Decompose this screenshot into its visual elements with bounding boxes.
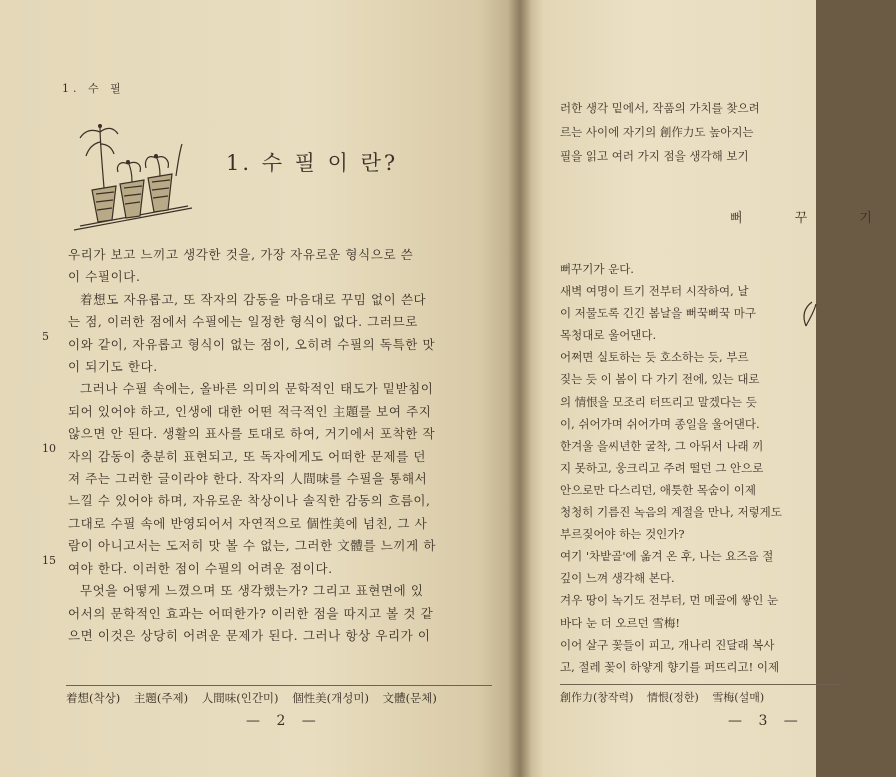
text-line: 르는 사이에 자기의 創作力도 높아지는 [560,125,754,139]
text-line: 뻐꾸기가 운다. [560,262,634,276]
text-line: 목청대로 울어댄다. [560,328,657,343]
glossary-term: 人間味(인간미) [201,691,279,705]
text-line: 되어 있어야 하고, 인생에 대한 어떤 적극적인 主題를 보여 주지 [68,403,432,419]
essay-title: 뻐 꾸 기 [730,211,896,226]
text-line: 부르짖어야 하는 것인가? [560,527,685,542]
text-line: 이 저물도록 긴긴 봄날을 뻐꾹뻐꾹 마구 [560,306,757,321]
glossary-term: 情恨(정한) [646,691,699,704]
text-line: 이와 같이, 자유롭고 형식이 없는 점이, 오히려 수필의 독특한 맛 [68,336,436,352]
right-page-top-text [560,96,840,168]
glossary-term: 雪梅(설매) [712,691,765,704]
line-number: 10 [42,442,56,455]
line-number: 15 [42,554,56,567]
book-spine-shadow [508,0,532,777]
running-head: 1. 수 필 [62,82,125,95]
page-number: — 3 — [728,713,804,729]
text-line: 한겨울 을씨년한 굴착, 그 아뒤서 나래 끼 [560,438,764,453]
text-line: 무엇을 어떻게 느꼈으며 또 생각했는가? 그리고 표현면에 있 [80,583,424,599]
text-line: 는 점, 이러한 점에서 수필에는 일정한 형식이 없다. 그러므로 [68,314,418,330]
text-line: 깊이 느껴 생각해 본다. [560,571,675,586]
text-line: 이 수필이다. [68,269,141,285]
text-line: 람이 아니고서는 도저히 맛 볼 수 없는, 그러한 文體를 느끼게 하 [68,538,437,554]
glossary-term: 着想(착상) [66,691,121,705]
text-line: 여기 '차밭골'에 옮겨 온 후, 나는 요즈음 절 [560,549,774,564]
text-line: 의 情恨을 모조리 터뜨리고 말겠다는 듯 [560,394,757,409]
page-number: — 2 — [246,713,322,729]
text-line: 着想도 자유롭고, 또 작자의 감동을 마음대로 꾸밈 없이 쓴다 [80,291,427,307]
text-line: 겨우 땅이 녹기도 전부터, 먼 메골에 쌓인 눈 [560,593,779,608]
text-line: 으면 이것은 상당히 어려운 문제가 된다. 그러나 항상 우리가 이 [68,627,431,643]
potted-plants-illustration [70,122,196,232]
text-line: 지 못하고, 웅크리고 주려 떨던 그 안으로 [560,460,764,475]
text-line: 자의 감동이 충분히 표현되고, 또 독자에게도 어떠한 문제를 던 [68,448,427,464]
text-line: 느낄 수 있어야 하며, 자유로운 착상이나 솔직한 감동의 흐름이, [68,493,431,509]
glossary-footnote [66,685,492,706]
glossary-term: 個性美(개성미) [292,691,369,705]
text-line: 그러나 수필 속에는, 올바른 의미의 문학적인 태도가 밑받침이 [80,381,434,397]
text-line: 져 주는 그러한 글이라야 한다. 작자의 人間味를 수필을 통해서 [68,471,428,487]
text-line: 이어 살구 꽃들이 피고, 개나리 진달래 복사 [560,637,775,652]
text-line: 청청히 기름진 녹음의 계절을 만나, 저렇게도 [560,505,782,520]
text-line: 고, 절레 꽃이 하얗게 향기를 퍼뜨리고! 이제 [560,659,780,674]
text-line: 이, 쉬어가며 쉬어가며 종일을 울어댄다. [560,416,760,431]
glossary-footnote [560,684,840,705]
text-line: 짖는 듯 이 봄이 다 가기 전에, 있는 대로 [560,372,760,387]
text-line: 안으로만 다스리던, 애틋한 목숨이 이제 [560,482,757,497]
line-number: 5 [42,330,49,343]
glossary-term: 主題(주제) [133,691,189,705]
text-line: 여야 한다. 이러한 점이 수필의 어려운 점이다. [68,560,333,576]
text-line: 필을 읽고 여러 가지 점을 생각해 보기 [560,149,749,163]
text-line: 않으면 안 된다. 생활의 표사를 토대로 하여, 거기에서 포착한 작 [68,426,436,442]
right-page [520,0,896,777]
glossary-term: 創作力(창작력) [560,691,634,704]
text-line: 어서의 문학적인 효과는 어떠한가? 이러한 점을 따지고 볼 것 같 [68,605,434,621]
text-line: 우리가 보고 느끼고 생각한 것을, 가장 자유로운 형식으로 쓴 [68,247,414,262]
text-line: 어쩌면 실토하는 듯 호소하는 듯, 부르 [560,350,749,365]
glossary-term: 文體(문체) [382,691,437,705]
chapter-title: 1. 수 필 이 란? [226,151,399,175]
text-line: 그대로 수필 속에 반영되어서 자연적으로 個性美에 넘친, 그 사 [68,515,428,531]
text-line: 러한 생각 밑에서, 작품의 가치를 찾으려 [560,101,760,115]
text-line: 이 되기도 한다. [68,359,158,375]
essay-body-text [560,258,840,678]
essay-body-text [68,244,500,647]
text-line: 바다 눈 더 오르던 雪梅! [560,615,681,630]
text-line: 새벽 여명이 트기 전부터 시작하여, 날 [560,284,749,299]
